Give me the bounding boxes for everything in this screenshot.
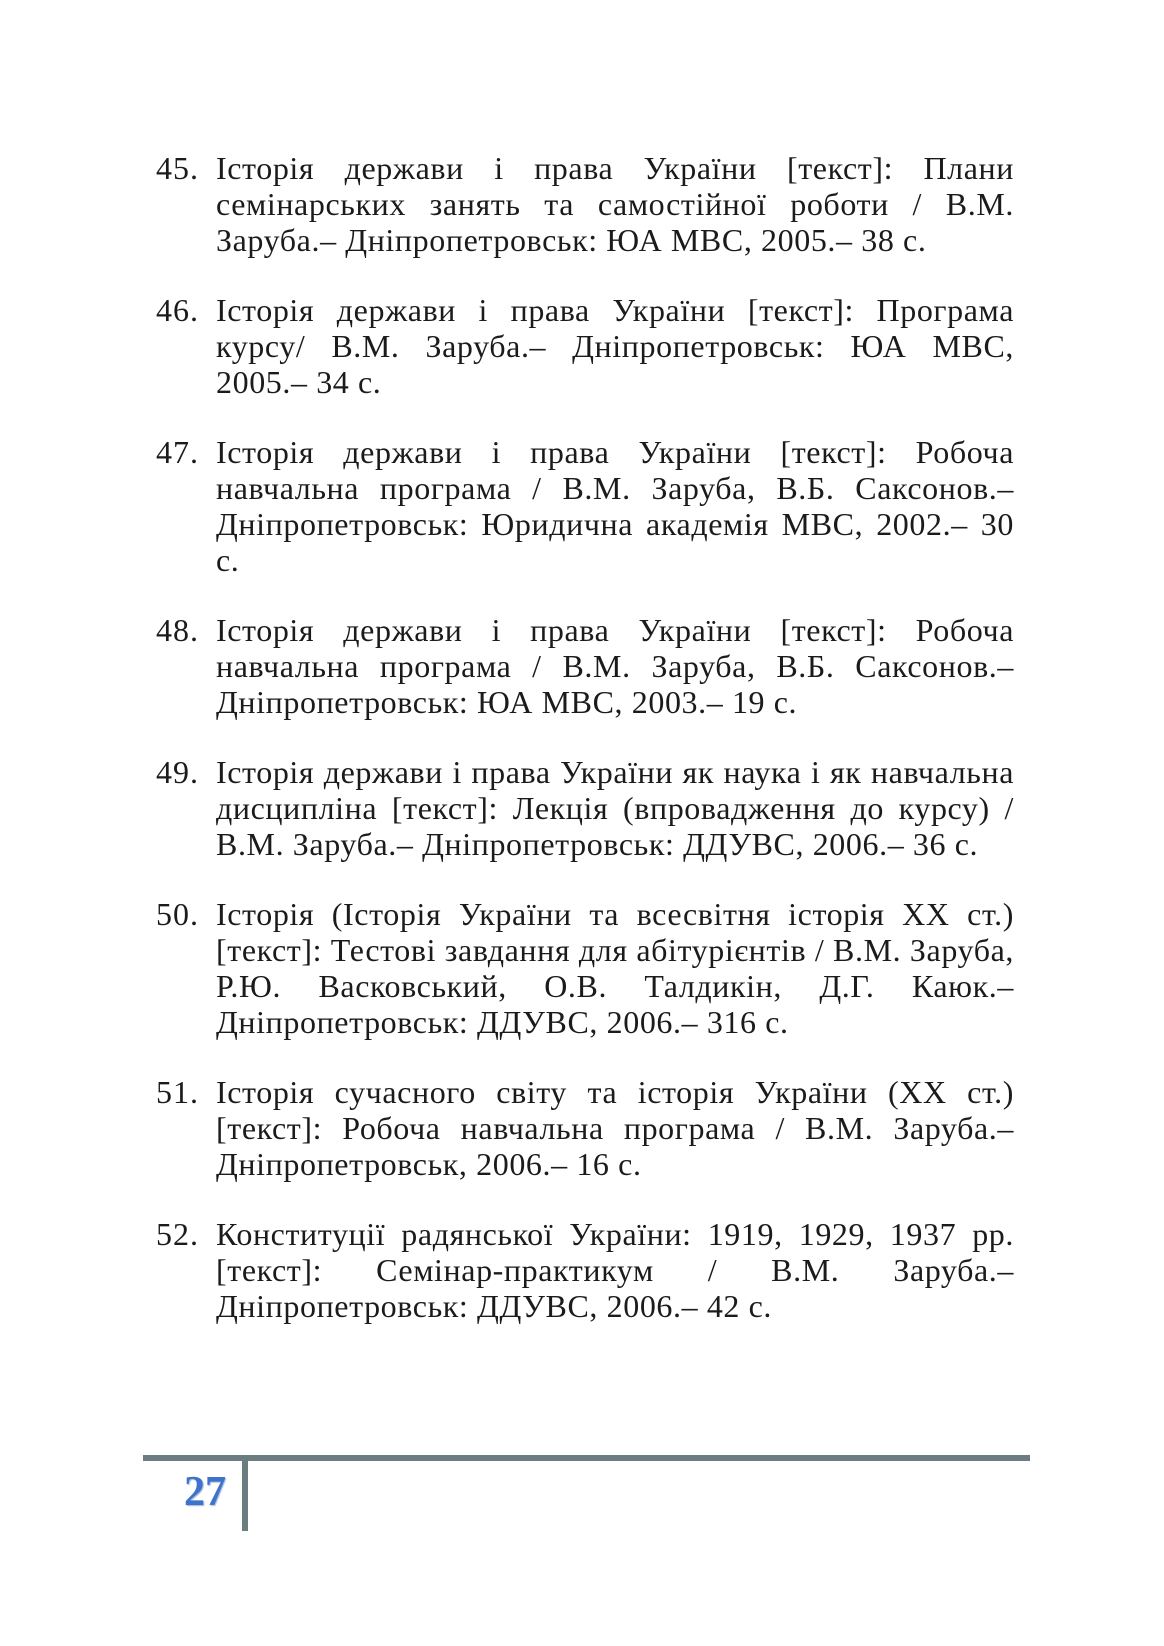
bibliography-entry (156, 1216, 1014, 1324)
page-number: 27 (184, 1469, 226, 1515)
entry-text: Конституції радянської України: 1919, 1929, 1937 рр. [текст]: Семінар-практикум / В.М. Заруба.– Дніпропетровськ: ДДУВС, 2006.– 42 с. (216, 1216, 1014, 1324)
bibliography-entry (156, 434, 1014, 578)
bibliography-entry (156, 612, 1014, 720)
entry-number: 48. (156, 612, 199, 648)
entry-number: 47. (156, 434, 199, 470)
entry-number: 50. (156, 896, 199, 932)
entry-text: Історія сучасного світу та історія України (XX ст.) [текст]: Робоча навчальна програма / В.М. Заруба.– Дніпропетровськ, 2006.– 16 с. (216, 1074, 1014, 1182)
bibliography-entry (156, 150, 1014, 258)
bibliography-entry (156, 896, 1014, 1040)
entry-text: Історія держави і права України [текст]: Робоча навчальна програма / В.М. Заруба, В.Б. Саксонов.– Дніпропетровськ: ЮА МВС, 2003.– 19 с. (216, 612, 1014, 720)
entry-number: 49. (156, 754, 199, 790)
bibliography-list (156, 150, 1014, 1358)
entry-number: 45. (156, 150, 199, 186)
entry-text: Історія держави і права України як наука і як навчальна дисципліна [текст]: Лекція (впровадження до курсу) / В.М. Заруба.– Дніпропетровськ: ДДУВС, 2006.– 36 с. (216, 754, 1014, 862)
footer-divider (143, 1455, 1030, 1461)
entry-text: Історія держави і права України [текст]: Програма курсу/ В.М. Заруба.– Дніпропетровськ: ЮА МВС, 2005.– 34 с. (216, 292, 1014, 400)
entry-number: 52. (156, 1216, 199, 1252)
bibliography-entry (156, 754, 1014, 862)
bibliography-entry (156, 1074, 1014, 1182)
entry-number: 46. (156, 292, 199, 328)
entry-text: Історія (Історія України та всесвітня історія XX ст.) [текст]: Тестові завдання для абітурієнтів / В.М. Заруба, Р.Ю. Васковський, О.В. Талдикін, Д.Г. Каюк.– Дніпропетровськ: ДДУВС, 2006.– 316 с. (216, 896, 1014, 1040)
footer-vertical-divider (242, 1455, 248, 1531)
bibliography-entry (156, 292, 1014, 400)
entry-number: 51. (156, 1074, 199, 1110)
entry-text: Історія держави і права України [текст]: Плани семінарських занять та самостійної роботи / В.М. Заруба.– Дніпропетровськ: ЮА МВС, 2005.– 38 с. (216, 150, 1014, 258)
entry-text: Історія держави і права України [текст]: Робоча навчальна програма / В.М. Заруба, В.Б. Саксонов.– Дніпропетровськ: Юридична академія МВС, 2002.– 30 с. (216, 434, 1014, 578)
